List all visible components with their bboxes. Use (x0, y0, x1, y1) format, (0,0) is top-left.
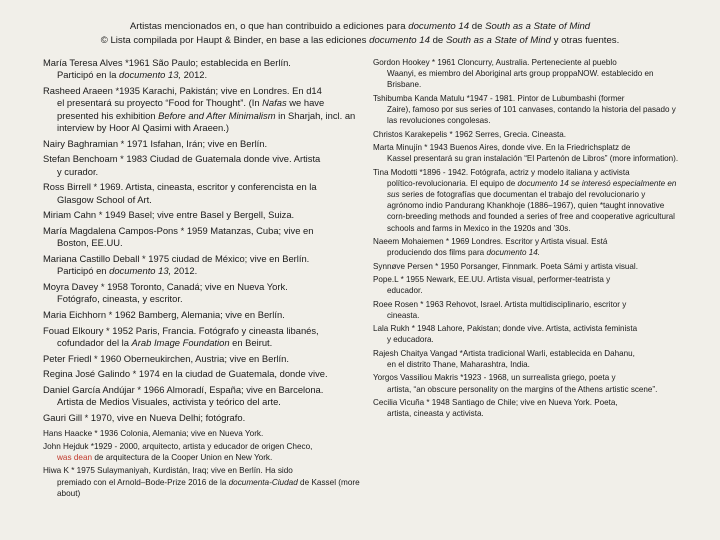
text-segment: South as a State of Mind (445, 35, 552, 46)
artist-entry-first-line (43, 138, 361, 150)
artist-entry (43, 412, 361, 424)
text-segment: Nafas (262, 97, 287, 109)
text-segment: Synnøve Persen * 1950 Porsanger, Finnmark. Poeta Sámi y artista visual. (373, 261, 638, 271)
artist-entry-first-line (373, 93, 683, 104)
text-segment: Artista de Medios Visuales, activista y teórico del arte. (57, 396, 281, 408)
artist-entry-first-line (43, 353, 361, 365)
text-segment: Hiwa K * 1975 Sulaymaniyah, Kurdistán, Iraq; vive en Berlín. Ha sido (43, 466, 293, 476)
text-segment: Artistas mencionados en, o que han contribuido a ediciones para (129, 21, 409, 32)
text-segment: Moyra Davey * 1958 Toronto, Canadá; vive en Nueva York. (43, 280, 288, 292)
artist-entry-continuation (43, 337, 361, 349)
text-segment: Arab Image Foundation (131, 336, 230, 348)
artist-entry-continuation (43, 166, 361, 178)
artist-entry-continuation (373, 68, 683, 90)
artist-entry (43, 85, 361, 134)
artist-entry-continuation (43, 477, 361, 500)
artist-entry-first-line (43, 309, 361, 321)
artist-entry (373, 348, 683, 370)
text-segment: Christos Karakepelis * 1962 Serres, Grecia. Cineasta. (373, 129, 566, 139)
artist-entry-first-line (43, 368, 361, 380)
artist-entry (43, 138, 361, 150)
artist-entry-first-line (43, 85, 361, 97)
text-segment: Miriam Cahn * 1949 Basel; vive entre Basel y Bergell, Suiza. (43, 209, 295, 221)
text-segment: Marta Minujín * 1943 Buenos Aires, donde vive. En la Friedrichsplatz de (373, 142, 631, 152)
right-column (373, 57, 683, 422)
artist-entry-continuation (373, 153, 683, 164)
text-segment: artista, “an obscure personality on the margins of the Athens artistic scene”. (387, 384, 658, 394)
artist-entry-first-line (373, 142, 683, 153)
artist-entry (373, 397, 683, 419)
artist-entry-first-line (43, 441, 361, 452)
artist-entry-first-line (43, 181, 361, 193)
text-segment: Lala Rukh * 1948 Lahore, Pakistan; donde vive. Artista, activista feminista (373, 324, 638, 334)
text-segment: María Magdalena Campos-Pons * 1959 Matanzas, Cuba; vive en (43, 224, 314, 236)
text-segment: Stefan Benchoam * 1983 Ciudad de Guatemala donde vive. Artista (43, 153, 321, 165)
text-segment: Mariana Castillo Deball * 1975 ciudad de México; vive en Berlín. (43, 252, 310, 264)
artist-entry (373, 323, 683, 345)
text-segment: © Lista compilada por Haupt & Binder, en base a las ediciones (100, 35, 370, 46)
artist-entry-first-line (43, 428, 361, 439)
artist-entry (373, 93, 683, 127)
artist-entry-first-line (373, 372, 683, 383)
text-segment: Participó en la (57, 69, 120, 81)
artist-entry-first-line (373, 397, 683, 408)
artist-entry-continuation (43, 265, 361, 277)
text-segment: Roee Rosen * 1963 Rehovot, Israel. Artista multidisciplinario, escritor y (373, 299, 627, 309)
text-segment: de arquitectura de la Cooper Union en New York. (92, 453, 273, 463)
text-segment: de Kassel (more about) (57, 477, 360, 499)
text-segment: Tina Modotti *1896 - 1942. Fotógrafa, actriz y modelo italiana y activista (373, 167, 630, 177)
text-segment: was dean (57, 453, 93, 463)
artist-entry (43, 353, 361, 365)
text-segment: educador. (387, 286, 423, 296)
artist-entry-first-line (43, 384, 361, 396)
left-column (43, 57, 361, 501)
artist-entry (43, 281, 361, 306)
artist-entry-continuation (373, 178, 683, 234)
text-segment: Daniel García Andújar * 1966 Almoradí, España; vive en Barcelona. (43, 383, 324, 395)
text-segment: Kassel presentará su gran instalación “El Partenón de Libros” (more information). (387, 154, 679, 164)
text-segment: 2012. (171, 265, 198, 277)
artist-entry (43, 441, 361, 464)
artist-entry-continuation (43, 97, 361, 134)
artist-entry (43, 209, 361, 221)
text-segment: y otras fuentes. (551, 35, 620, 46)
text-segment: Boston, EE.UU. (57, 237, 123, 249)
text-segment: Naeem Mohaiemen * 1969 Londres. Escritor y Artista visual. Está (373, 236, 608, 246)
text-segment: cineasta. (387, 310, 420, 320)
artist-entry-first-line (373, 261, 683, 272)
artist-entry-continuation (373, 247, 683, 258)
artist-entry (43, 225, 361, 250)
artist-entry-continuation (373, 359, 683, 370)
text-segment: de (429, 35, 446, 46)
artist-entry-continuation (43, 194, 361, 206)
text-segment: Fouad Elkoury * 1952 Paris, Francia. Fotógrafo y cineasta libanés, (43, 324, 319, 336)
text-segment: series de fotografías que documentan el trabajo del revolucionario y agrónomo indio Pandurang Khankhoje (1886–1967), quien *taught innovative corn-breeding methods and founded a series of free and cooperative agricultural schools and farms in Mexico in the 1920s and ’30s. (387, 189, 675, 233)
artist-entry-continuation (373, 384, 683, 395)
text-segment: Before and After Minimalism (158, 109, 276, 121)
artist-entry (43, 57, 361, 82)
artist-entry (373, 299, 683, 321)
artist-entry (373, 236, 683, 258)
text-segment: documento 14 (369, 35, 430, 46)
artist-entry-first-line (43, 325, 361, 337)
artist-entry-first-line (373, 274, 683, 285)
artist-entry-continuation (43, 452, 361, 463)
text-segment: Participó en (57, 265, 110, 277)
text-segment: Regina José Galindo * 1974 en la ciudad de Guatemala, donde vive. (43, 368, 328, 380)
artist-entry-first-line (43, 412, 361, 424)
text-segment: documento 14 (517, 178, 569, 188)
text-segment: en el distrito Thane, Maharashtra, India. (387, 359, 530, 369)
text-segment: John Hejduk *1929 - 2000, arquitecto, artista y educador de origen Checo, (43, 441, 313, 451)
artist-entry-continuation (43, 237, 361, 249)
artist-entry (43, 325, 361, 350)
artist-entry (373, 129, 683, 140)
text-segment: Glasgow School of Art. (57, 193, 152, 205)
artist-entry (43, 465, 361, 499)
text-segment: Pope.L * 1955 Newark, EE.UU. Artista visual, performer-teatrista y (373, 274, 611, 284)
artist-entry-first-line (373, 323, 683, 334)
artist-entry (373, 142, 683, 164)
artist-entry (373, 261, 683, 272)
text-segment: Rasheed Araeen *1935 Karachi, Pakistán; vive en Londres. En d14 (43, 84, 322, 96)
text-segment: produciendo dos films para (387, 248, 487, 258)
artist-entry-continuation (43, 396, 361, 408)
artist-entry (43, 153, 361, 178)
text-segment: Tshibumba Kanda Matulu *1947 - 1981. Pintor de Lubumbashi (former (373, 93, 625, 103)
artist-entry (43, 181, 361, 206)
text-segment: Maria Eichhorn * 1962 Bamberg, Alemania; vive en Berlín. (43, 308, 285, 320)
header-line-1 (0, 20, 720, 34)
text-segment: South as a State of Mind (485, 21, 591, 32)
text-segment: Ross Birrell * 1969. Artista, cineasta, escritor y conferencista en la (43, 181, 317, 193)
text-segment: documento 13, (109, 265, 172, 277)
artist-entry (43, 253, 361, 278)
artist-entry (43, 428, 361, 439)
text-segment: Gordon Hookey * 1961 Cloncurry, Australia. Perteneciente al pueblo (373, 58, 617, 67)
text-segment: in Sharjah, incl. an interview by Hoor Al Qasimi with Araeen.) (57, 109, 356, 133)
text-segment: artista, cineasta y activista. (387, 409, 484, 419)
text-segment: Nairy Baghramian * 1971 Isfahan, Irán; vive en Berlín. (43, 137, 268, 149)
artist-entry (373, 274, 683, 296)
text-segment: y curador. (57, 165, 99, 177)
artist-entry-first-line (43, 57, 361, 69)
text-segment: documento 14 (408, 21, 470, 32)
text-segment: María Teresa Alves *1961 São Paulo; establecida en Berlín. (43, 57, 291, 68)
text-segment: 2012. (181, 69, 208, 81)
text-segment: cofundador del la (57, 336, 132, 348)
artist-entry-first-line (43, 465, 361, 476)
artist-entry-first-line (373, 57, 683, 68)
text-segment: Cecilia Vicuña * 1948 Santiago de Chile; vive en Nueva York. Poeta, (373, 397, 618, 407)
text-segment: Zaire), famoso por sus series of 101 canvases, contando la historia del pasado y las revoluciones congolesas. (387, 105, 676, 126)
artist-entry (43, 309, 361, 321)
artist-entry-first-line (373, 348, 683, 359)
text-segment: político-revolucionaria. El equipo de (387, 178, 518, 188)
document-header (0, 20, 720, 48)
artist-entry-first-line (373, 236, 683, 247)
artist-entry-first-line (373, 167, 683, 178)
text-segment: Waanyi, es miembro del Aboriginal arts group proppaNOW. establecido en Brisbane. (387, 69, 654, 90)
artist-entry-continuation (373, 334, 683, 345)
text-segment: se interesó especialmente en sus (387, 178, 677, 199)
text-segment: Yorgos Vassiliou Makris *1923 - 1968, un surrealista griego, poeta y (373, 373, 616, 383)
artist-entry (43, 384, 361, 409)
text-segment: Hans Haacke * 1936 Colonia, Alemania; vive en Nueva York. (43, 428, 264, 438)
artist-entry (43, 368, 361, 380)
text-segment: Rajesh Chaitya Vangad *Artista tradicional Warli, establecida en Dahanu, (373, 348, 635, 358)
header-line-2 (0, 34, 720, 48)
artist-entry-first-line (373, 129, 683, 140)
text-segment: en Beirut. (229, 336, 273, 348)
text-segment: Gauri Gill * 1970, vive en Nueva Delhi; fotógrafo. (43, 411, 246, 423)
text-segment: premiado con el Arnold–Bode-Prize 2016 de la (57, 477, 229, 487)
text-segment: we have presented his exhibition (57, 97, 325, 121)
artist-entry-continuation (373, 285, 683, 296)
artist-entry-continuation (373, 104, 683, 126)
text-segment: documenta-Ciudad (228, 477, 298, 487)
text-segment: el presentará su proyecto “Food for Thought”. (In (57, 97, 263, 109)
artist-entry (373, 372, 683, 394)
artist-entry (373, 167, 683, 234)
artist-entry-first-line (43, 281, 361, 293)
artist-entry-continuation (43, 293, 361, 305)
artist-entry-continuation (43, 69, 361, 81)
artist-entry-continuation (373, 310, 683, 321)
text-segment: y educadora. (387, 335, 434, 345)
artist-entry-first-line (43, 253, 361, 265)
artist-entry-first-line (43, 209, 361, 221)
artist-entry-first-line (43, 153, 361, 165)
artist-entry-first-line (43, 225, 361, 237)
text-segment: documento 14. (486, 248, 540, 258)
text-segment: de (469, 21, 486, 32)
artist-entry-continuation (373, 408, 683, 419)
artist-entry-first-line (373, 299, 683, 310)
text-segment: Fotógrafo, cineasta, y escritor. (57, 293, 183, 305)
text-segment: Peter Friedl * 1960 Oberneukirchen, Austria; vive en Berlín. (43, 352, 289, 364)
artist-entry (373, 57, 683, 91)
text-segment: documento 13, (119, 69, 182, 81)
